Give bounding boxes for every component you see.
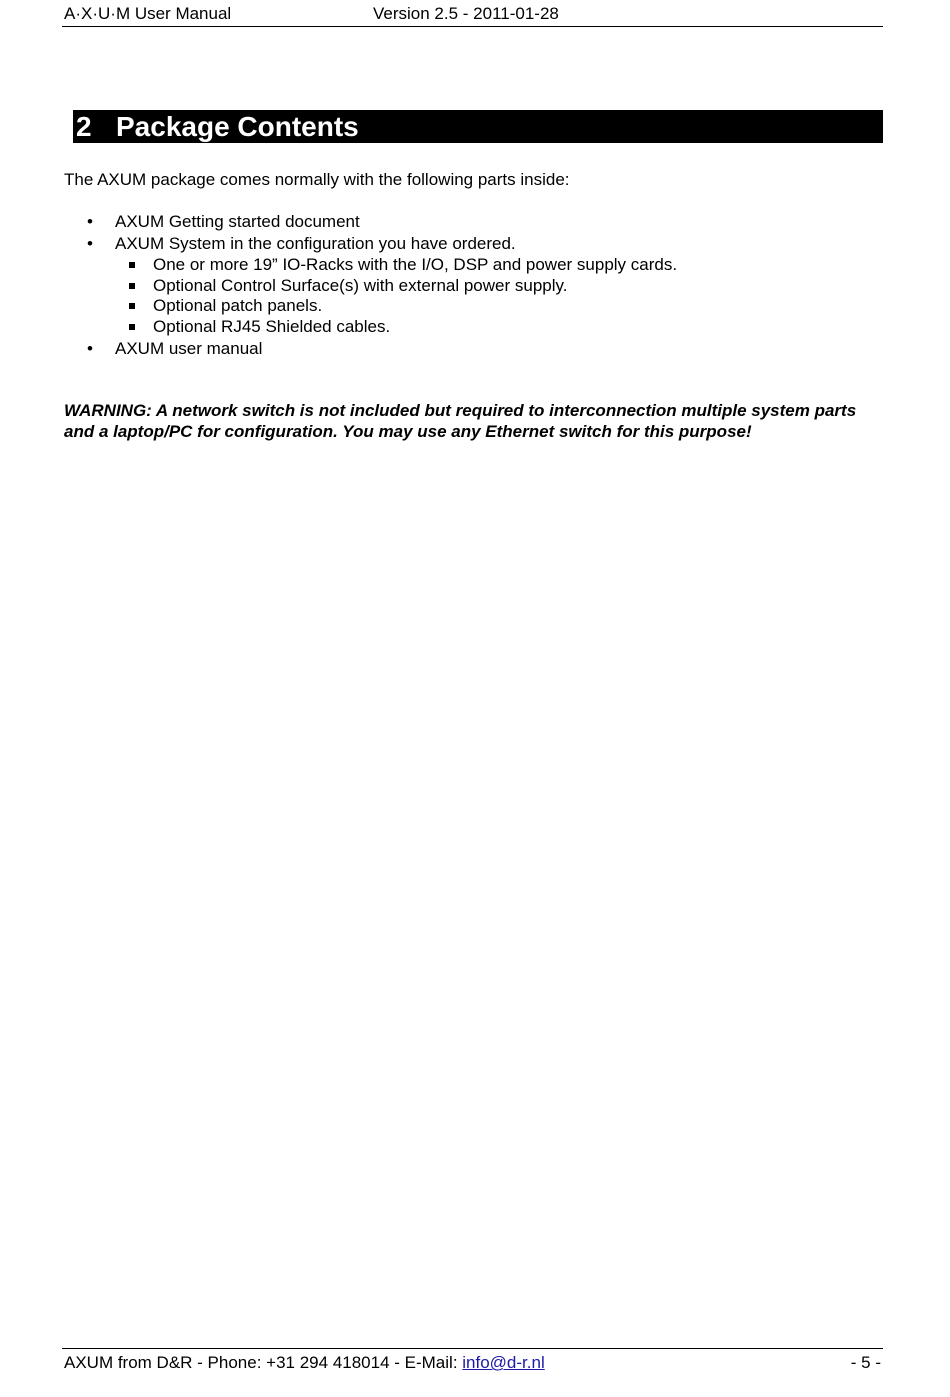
square-bullet-icon — [129, 262, 135, 268]
page-header — [62, 2, 883, 27]
warning-paragraph: WARNING: A network switch is not included but required to interconnection multiple system parts and a laptop/PC for configuration. You may use any Ethernet switch for this purpose! — [64, 401, 857, 441]
bullet-icon: • — [87, 338, 93, 358]
list-item-text: AXUM System in the configuration you have ordered. — [115, 234, 516, 253]
section-number: 2 — [76, 111, 92, 142]
intro-paragraph: The AXUM package comes normally with the following parts inside: — [64, 170, 570, 189]
square-bullet-icon — [129, 303, 135, 309]
bullet-icon: • — [87, 212, 93, 231]
list-item-text: AXUM user manual — [115, 338, 263, 358]
sub-list-item-text: One or more 19” IO-Racks with the I/O, DSP and power supply cards. — [153, 255, 678, 274]
version-label: Version 2.5 - 2011-01-28 — [373, 4, 559, 23]
bullet-icon: • — [87, 234, 93, 253]
email-link[interactable]: info@d-r.nl — [462, 1353, 545, 1372]
sub-list-item-text: Optional Control Surface(s) with external power supply. — [153, 275, 568, 295]
page-footer — [62, 1348, 883, 1375]
square-bullet-icon — [129, 324, 135, 330]
sub-list-item-text: Optional patch panels. — [153, 296, 323, 316]
square-bullet-icon — [129, 283, 135, 289]
section-title: Package Contents — [116, 111, 359, 142]
list-item-text: AXUM Getting started document — [115, 212, 360, 231]
section-heading — [73, 110, 883, 143]
footer-contact-text: AXUM from D&R - Phone: +31 294 418014 - E-Mail: — [64, 1353, 463, 1372]
manual-title: A·X·U·M User Manual — [64, 4, 232, 23]
page-number: - 5 - — [850, 1353, 881, 1372]
footer-contact — [64, 1353, 545, 1373]
sub-list-item-text: Optional RJ45 Shielded cables. — [153, 317, 391, 337]
